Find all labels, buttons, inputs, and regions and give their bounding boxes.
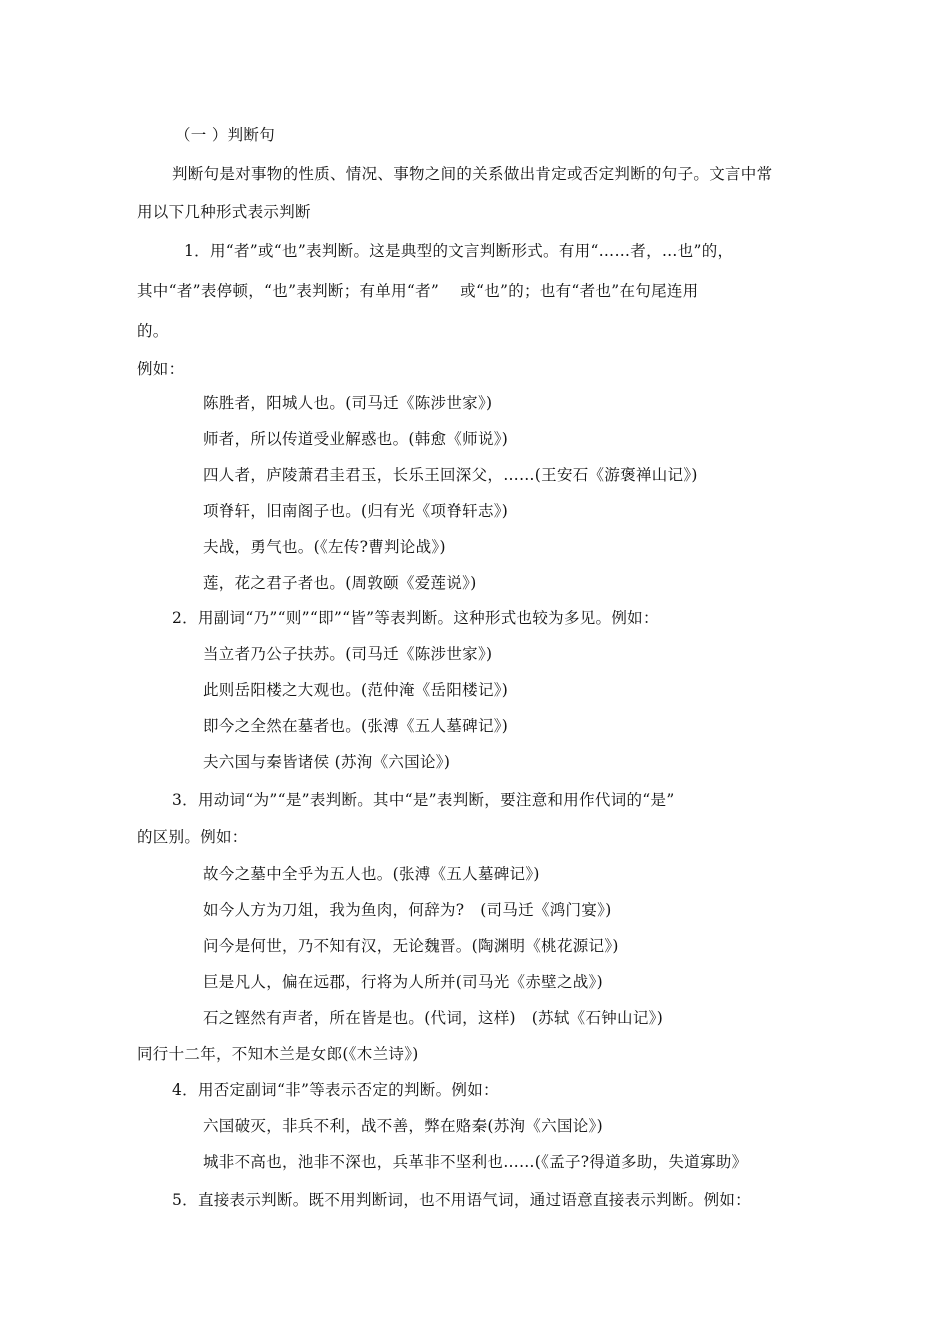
section3-line-1: 3．用动词“为”“是”表判断。其中“是”表判断，要注意和用作代词的“是”	[172, 791, 675, 809]
example-item: 此则岳阳楼之大观也。(范仲淹《岳阳楼记》)	[203, 681, 509, 699]
example-item: 城非不高也，池非不深也，兵革非不坚利也……(《孟子?得道多助，失道寡助》	[203, 1153, 748, 1171]
example-item: 问今是何世，乃不知有汉，无论魏晋。(陶渊明《桃花源记》)	[203, 937, 619, 955]
example-item: 师者，所以传道受业解惑也。(韩愈《师说》)	[203, 430, 509, 448]
section1-line-2: 其中“者”表停顿，“也”表判断；有单用“者” 或“也”的；也有“者也”在句尾连用	[137, 282, 699, 300]
example-item: 如今人方为刀俎，我为鱼肉，何辞为? (司马迁《鸿门宴》)	[203, 901, 612, 919]
example-item: 夫战，勇气也。(《左传?曹判论战》)	[203, 538, 446, 556]
example-item: 陈胜者，阳城人也。(司马迁《陈涉世家》)	[203, 394, 493, 412]
example-item: 即今之全然在墓者也。(张溥《五人墓碑记》)	[203, 717, 509, 735]
example-item: 四人者，庐陵萧君圭君玉，长乐王回深父，……(王安石《游褒禅山记》)	[203, 466, 698, 484]
example-item: 同行十二年，不知木兰是女郎(《木兰诗》)	[137, 1045, 419, 1063]
example-item: 六国破灭，非兵不利，战不善，弊在赂秦(苏洵《六国论》)	[203, 1117, 603, 1135]
example-item: 巨是凡人，偏在远郡，行将为人所并(司马光《赤壁之战》)	[203, 973, 603, 991]
section3-line-2: 的区别。例如：	[137, 828, 248, 846]
example-item: 夫六国与秦皆诸侯 (苏洵《六国论》)	[203, 753, 451, 771]
section4-line-1: 4．用否定副词“非”等表示否定的判断。例如：	[172, 1081, 499, 1099]
intro-line-1: 判断句是对事物的性质、情况、事物之间的关系做出肯定或否定判断的句子。文言中常	[172, 165, 773, 183]
intro-line-2: 用以下几种形式表示判断	[137, 203, 311, 221]
example-item: 故今之墓中全乎为五人也。(张溥《五人墓碑记》)	[203, 865, 540, 883]
example-item: 莲，花之君子者也。(周敦颐《爱莲说》)	[203, 574, 477, 592]
example-item: 石之铿然有声者，所在皆是也。(代词，这样) (苏轼《石钟山记》)	[203, 1009, 664, 1027]
section1-line-3: 的。	[137, 322, 169, 340]
example-item: 当立者乃公子扶苏。(司马迁《陈涉世家》)	[203, 645, 493, 663]
section2-line-1: 2．用副词“乃”“则”“即”“皆”等表判断。这种形式也较为多见。例如：	[172, 609, 659, 627]
section1-line-1: 1．用“者”或“也”表判断。这是典型的文言判断形式。有用“……者，…也”的，	[184, 242, 734, 260]
section5-line-1: 5．直接表示判断。既不用判断词，也不用语气词，通过语意直接表示判断。例如：	[172, 1191, 751, 1209]
example-label: 例如：	[137, 360, 185, 378]
section-heading: （一 ）判断句	[175, 126, 276, 144]
example-item: 项脊轩，旧南阁子也。(归有光《项脊轩志》)	[203, 502, 509, 520]
